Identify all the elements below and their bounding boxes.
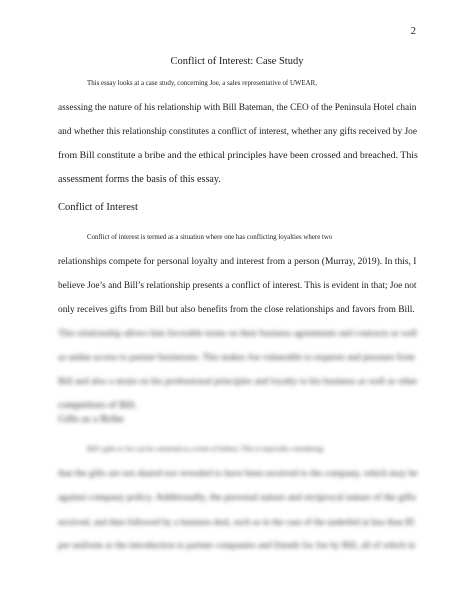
blurred-line: Bill’s gifts to Joe can be construed as a form of bribery. This is especially considering: [87, 446, 323, 453]
blurred-line: This relationship allows him favorable terms on their business agreements and contracts as well: [58, 329, 418, 339]
section-heading-gifts-as-a-bribe: Gifts as a Bribe: [58, 414, 124, 425]
intro-line: and whether this relationship constitutes a conflict of interest, whether any gifts received by Joe: [58, 127, 418, 137]
body-line: only receives gifts from Bill but also benefits from the close relationships and favors from Bill.: [58, 305, 415, 315]
conflict-paragraph: [58, 226, 418, 322]
conflict-paragraph-blurred: [58, 322, 418, 418]
intro-line: assessing the nature of his relationship with Bill Bateman, the CEO of the Peninsula Hotel chain: [58, 103, 417, 113]
blurred-line: per uniform or the introduction to partner companies and friends for Joe by Bill, all of which in: [58, 541, 416, 551]
page-title: Conflict of Interest: Case Study: [170, 56, 304, 67]
intro-line: This essay looks at a case study, concerning Joe, a sales representative of UWEAR,: [87, 80, 317, 87]
page-number: 2: [410, 26, 416, 37]
intro-line: assessment forms the basis of this essay.: [58, 174, 221, 185]
blurred-line: that the gifts are not shared nor revealed to have been received to the company, which may be: [58, 468, 418, 479]
blurred-line: Bill and also a strain on his professional principles and loyalty to his business as well as other: [58, 376, 418, 387]
blurred-line: as undue access to partner businesses. This makes Joe vulnerable to requests and pressure from: [58, 353, 415, 363]
intro-paragraph: [58, 72, 418, 192]
body-line: relationships compete for personal loyalty and interest from a person (Murray, 2019). In this, I: [58, 257, 417, 267]
body-line: Conflict of interest is termed as a situation where one has conflicting loyalties where two: [87, 234, 333, 241]
intro-line: from Bill constitute a bribe and the ethical principles have been crossed and breached. This: [58, 150, 418, 161]
section-heading-conflict-of-interest: Conflict of Interest: [58, 202, 138, 213]
gifts-paragraph-blurred: [58, 438, 418, 558]
blurred-line: competitors of Bill.: [58, 400, 137, 411]
blurred-line: against company policy. Additionally, the personal nature and reciprocal nature of the gifts: [58, 492, 416, 503]
blurred-line: received, and then followed by a business deal, such as in the case of the underbid at less than $5: [58, 517, 415, 527]
body-line: believe Joe’s and Bill’s relationship presents a conflict of interest. This is evident in that; Joe not: [58, 281, 417, 291]
